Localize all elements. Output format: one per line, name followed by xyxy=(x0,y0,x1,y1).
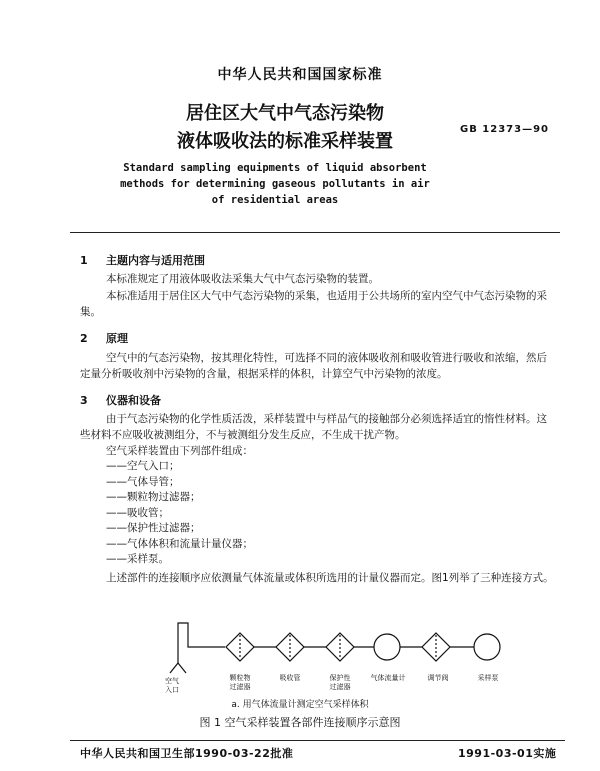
particle-filter-icon xyxy=(226,633,254,661)
footer-divider xyxy=(70,740,565,741)
title-en-line1: Standard sampling equipments of liquid absorbent xyxy=(123,162,427,174)
figure-subcaption: a. 用气体流量计测定空气采样体积 xyxy=(231,700,369,710)
title-en-line3: of residential areas xyxy=(211,194,339,206)
flowmeter-icon xyxy=(374,634,400,660)
list-item: ——保护性过滤器； xyxy=(106,522,201,534)
label-particle-filter xyxy=(222,674,258,692)
section-1-number: 1 xyxy=(80,254,88,267)
section-3-number: 3 xyxy=(80,394,88,407)
document-title-cn xyxy=(140,100,430,156)
section-1-para-2a: 本标准适用于居住区大气中气态污染物的采集，也适用于公共场所的室内空气中气态污染物的采 xyxy=(106,290,547,302)
section-2-number: 2 xyxy=(80,332,88,345)
list-item: ——气体导管； xyxy=(106,475,180,488)
label-protective-filter xyxy=(320,674,360,692)
protective-filter-icon xyxy=(326,633,354,661)
section-1-title: 主题内容与适用范围 xyxy=(106,254,205,267)
label-sampling-pump: 采样泵 xyxy=(477,674,499,682)
list-item: ——采样泵。 xyxy=(106,553,169,565)
list-item: ——气体体积和流量计量仪器； xyxy=(106,537,253,550)
label-air-inlet-line1: 空气 xyxy=(165,677,179,685)
section-2-heading xyxy=(80,330,128,346)
absorber-icon xyxy=(276,633,304,661)
approval-info: 中华人民共和国卫生部1990-03-22批准 xyxy=(80,747,294,760)
document-title-en xyxy=(95,160,455,208)
national-standard-heading: 中华人民共和国国家标准 xyxy=(217,67,383,83)
list-item: ——吸收管； xyxy=(106,506,169,519)
title-cn-line2: 液体吸收法的标准采样装置 xyxy=(177,131,393,152)
label-absorber: 吸收管 xyxy=(279,674,301,682)
air-inlet-icon xyxy=(170,623,225,673)
regulator-valve-icon xyxy=(422,633,450,661)
section-3-para-1a: 由于气态污染物的化学性质活泼，采样装置中与样品气的接触部分必须选择适宜的惰性材料。这 xyxy=(106,413,547,425)
section-2-para-1b: 定量分析吸收剂中污染物的含量，根据采样的体积，计算空气中污染物的浓度。 xyxy=(80,368,448,380)
label-particle-filter-line2: 过滤器 xyxy=(229,683,251,691)
list-item: ——颗粒物过滤器； xyxy=(106,491,201,503)
section-3-para-2: 空气采样装置由下列部件组成： xyxy=(106,445,253,457)
label-air-inlet xyxy=(160,677,184,695)
label-regulator-valve: 调节阀 xyxy=(427,674,449,682)
label-air-inlet-line2: 入口 xyxy=(165,686,179,694)
effective-date: 1991-03-01实施 xyxy=(458,747,557,760)
label-protective-filter-line1: 保护性 xyxy=(329,674,351,682)
standard-number: GB 12373—90 xyxy=(460,124,550,135)
section-2-title: 原理 xyxy=(106,332,128,345)
section-1-para-2b: 集。 xyxy=(80,306,101,318)
section-1-heading xyxy=(80,252,205,268)
header-divider xyxy=(70,232,560,233)
connection-diagram xyxy=(150,615,510,675)
title-en-line2: methods for determining gaseous pollutants in air xyxy=(120,178,430,190)
sampling-pump-icon xyxy=(474,634,500,660)
section-2-para-1a: 空气中的气态污染物，按其理化特性，可选择不同的液体吸收剂和吸收管进行吸收和浓缩，然后 xyxy=(106,352,547,364)
label-particle-filter-line1: 颗粒物 xyxy=(229,674,251,682)
label-protective-filter-line2: 过滤器 xyxy=(329,683,351,691)
section-3-para-3: 上述部件的连接顺序应依测量气体流量或体积所选用的计量仪器而定。图1列举了三种连接方式。 xyxy=(106,572,554,584)
label-flowmeter: 气体流量计 xyxy=(370,674,406,682)
component-list xyxy=(106,459,253,568)
section-3-heading xyxy=(80,392,161,408)
section-3-title: 仪器和设备 xyxy=(106,394,161,407)
section-1-para-1: 本标准规定了用液体吸收法采集大气中气态污染物的装置。 xyxy=(106,273,379,285)
figure-caption: 图 1 空气采样装置各部件连接顺序示意图 xyxy=(199,716,401,729)
section-3-para-1b: 些材料不应吸收被测组分，不与被测组分发生反应，不生成干扰产物。 xyxy=(80,429,406,441)
title-cn-line1: 居住区大气中气态污染物 xyxy=(186,103,384,124)
list-item: ——空气入口； xyxy=(106,460,180,472)
